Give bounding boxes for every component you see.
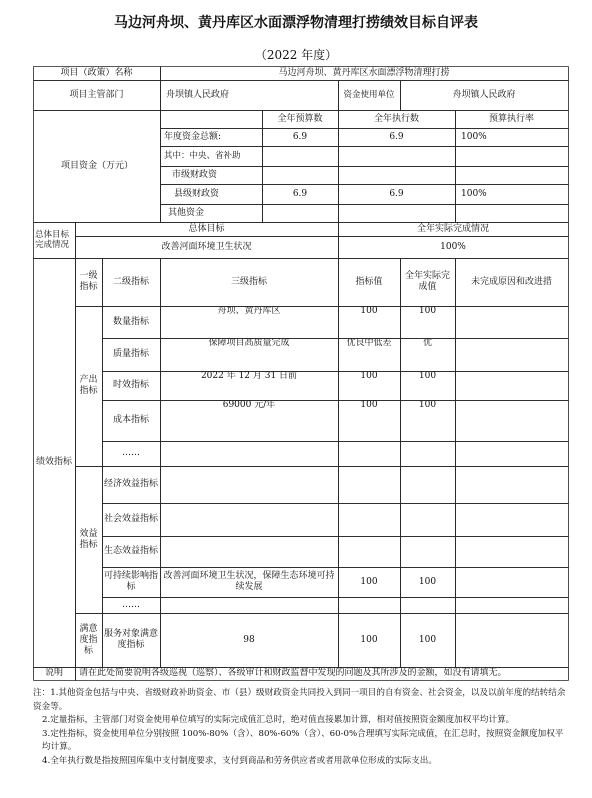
funds-row-rate: 100% <box>461 188 487 199</box>
output-level2: …… <box>122 448 140 458</box>
output-level3: 舟坝、黄丹库区 <box>217 306 281 316</box>
funds-row-name: 年度资金总额: <box>164 131 222 142</box>
output-level2: 质量指标 <box>112 349 149 359</box>
output-level2: 成本指标 <box>112 415 149 425</box>
funds-row-exec: 6.9 <box>389 188 404 199</box>
overall-label: 总体目标完成情况 <box>35 230 70 250</box>
funds-row-name: 其他资金 <box>168 207 205 218</box>
benefit-level2: …… <box>122 599 140 610</box>
output-value: 优良中低差 <box>346 338 392 348</box>
benefit-level2: 生态效益指标 <box>104 546 159 556</box>
output-actual: 100 <box>418 371 437 381</box>
overall-goal-header: 总体目标 <box>188 223 225 234</box>
funds-row-rate: 100% <box>461 131 487 142</box>
unit-label: 资金使用单位 <box>343 90 395 100</box>
header-actual: 全年实际完成值 <box>404 271 450 292</box>
footnotes <box>33 687 568 769</box>
benefit-label: 效益指标 <box>79 528 98 550</box>
page-title: 马边河舟坝、黄丹库区水面漂浮物清理打捞绩效目标自评表 <box>114 15 478 31</box>
output-value: 100 <box>360 400 378 410</box>
output-value: 100 <box>360 371 378 381</box>
funds-col-rate: 预算执行率 <box>488 113 534 124</box>
indicators-section-label: 绩效指标 <box>35 457 72 467</box>
satisfaction-actual: 100 <box>418 634 437 645</box>
funds-row-name: 其中：中央、省补助 <box>164 151 241 161</box>
output-level3: 2022 年 12 月 31 日前 <box>200 371 298 381</box>
satisfaction-value: 100 <box>360 634 378 645</box>
funds-row-budget: 6.9 <box>292 131 308 142</box>
header-level2: 二级指标 <box>112 276 149 287</box>
benefit-level3: 改善河面环境卫生状况，保障生态环境可持续发展 <box>163 571 335 592</box>
benefit-level2: 经济效益指标 <box>104 479 159 489</box>
header-level1: 一级指标 <box>79 271 98 292</box>
satisfaction-level2: 服务对象满意度指标 <box>104 629 159 650</box>
header-reason: 未完成原因和改进措 <box>470 276 552 287</box>
dept-value: 舟坝镇人民政府 <box>166 89 230 100</box>
footnote-2: 2.定量指标，主管部门对资金使用单位填写的实际完成值汇总时，绝对值直接累加计算，相对值按照资金额度加权平均计算。 <box>42 715 515 726</box>
table-borders <box>33 66 569 681</box>
footnote-3: 3.定性指标，资金使用单位分别按照 100%-80%（含）、80%-60%（含）、60-0%合理填写实际完成值，在汇总时，按照资金额度加权平均计算。 <box>42 728 564 753</box>
benefit-level2: 社会效益指标 <box>104 514 159 524</box>
output-actual: 优 <box>422 338 432 348</box>
footnote-1: 注：1.其他资金包括与中央、省级财政补助资金、市（县）级财政资金共同投入到同一项目的自有资金、社会资金，以及以前年度的结转结余资金等。 <box>33 688 566 712</box>
remark-text: 请在此处简要说明各级巡视（巡察）、各级审计和财政监督中发现的问题及其所涉及的金额，如没有请填无。 <box>79 668 507 678</box>
benefit-actual: 100 <box>418 576 437 587</box>
output-value: 100 <box>360 306 378 316</box>
funds-row-exec: 6.9 <box>389 131 404 142</box>
funds-label: 项目资金（万元） <box>61 160 134 171</box>
project-name-value: 马边河舟坝、黄丹库区水面漂浮物清理打捞 <box>278 67 450 78</box>
header-value: 指标值 <box>355 276 383 287</box>
remark-label: 说明 <box>44 668 63 678</box>
overall-actual-value: 100% <box>440 241 466 252</box>
dept-label: 项目主管部门 <box>69 89 124 100</box>
output-actual: 100 <box>418 306 437 316</box>
satisfaction-level3: 98 <box>243 634 255 645</box>
output-label: 产出指标 <box>79 375 98 396</box>
self-evaluation-table <box>33 66 568 680</box>
funds-row-name: 市级财政资 <box>172 169 218 180</box>
output-level3: 保障项目高质量完成 <box>208 338 290 348</box>
output-actual: 100 <box>418 400 437 410</box>
output-level3: 69000 元/年 <box>222 400 276 410</box>
benefit-value: 100 <box>360 576 378 587</box>
overall-actual-header: 全年实际完成情况 <box>416 223 489 234</box>
report-year: （2022 年度） <box>254 48 338 62</box>
unit-value: 舟坝镇人民政府 <box>452 89 516 100</box>
header-level3: 三级指标 <box>230 276 267 287</box>
satisfaction-label: 满意度指标 <box>79 623 98 656</box>
funds-row-name: 县级财政资 <box>174 188 220 199</box>
output-level2: 时效指标 <box>112 380 149 390</box>
footnote-4: 4.全年执行数是指按照国库集中支付制度要求，支付到商品和劳务供应者或者用款单位形成的实际支出。 <box>42 755 437 766</box>
funds-col-budget: 全年预算数 <box>277 113 323 124</box>
overall-goal-value: 改善河面环境卫生状况 <box>161 241 252 252</box>
output-level2: 数量指标 <box>112 316 149 327</box>
project-name-label: 项目（政策）名称 <box>60 67 133 78</box>
funds-col-exec: 全年执行数 <box>373 113 419 124</box>
funds-row-budget: 6.9 <box>292 188 308 199</box>
benefit-level2: 可持续影响指标 <box>104 571 159 592</box>
